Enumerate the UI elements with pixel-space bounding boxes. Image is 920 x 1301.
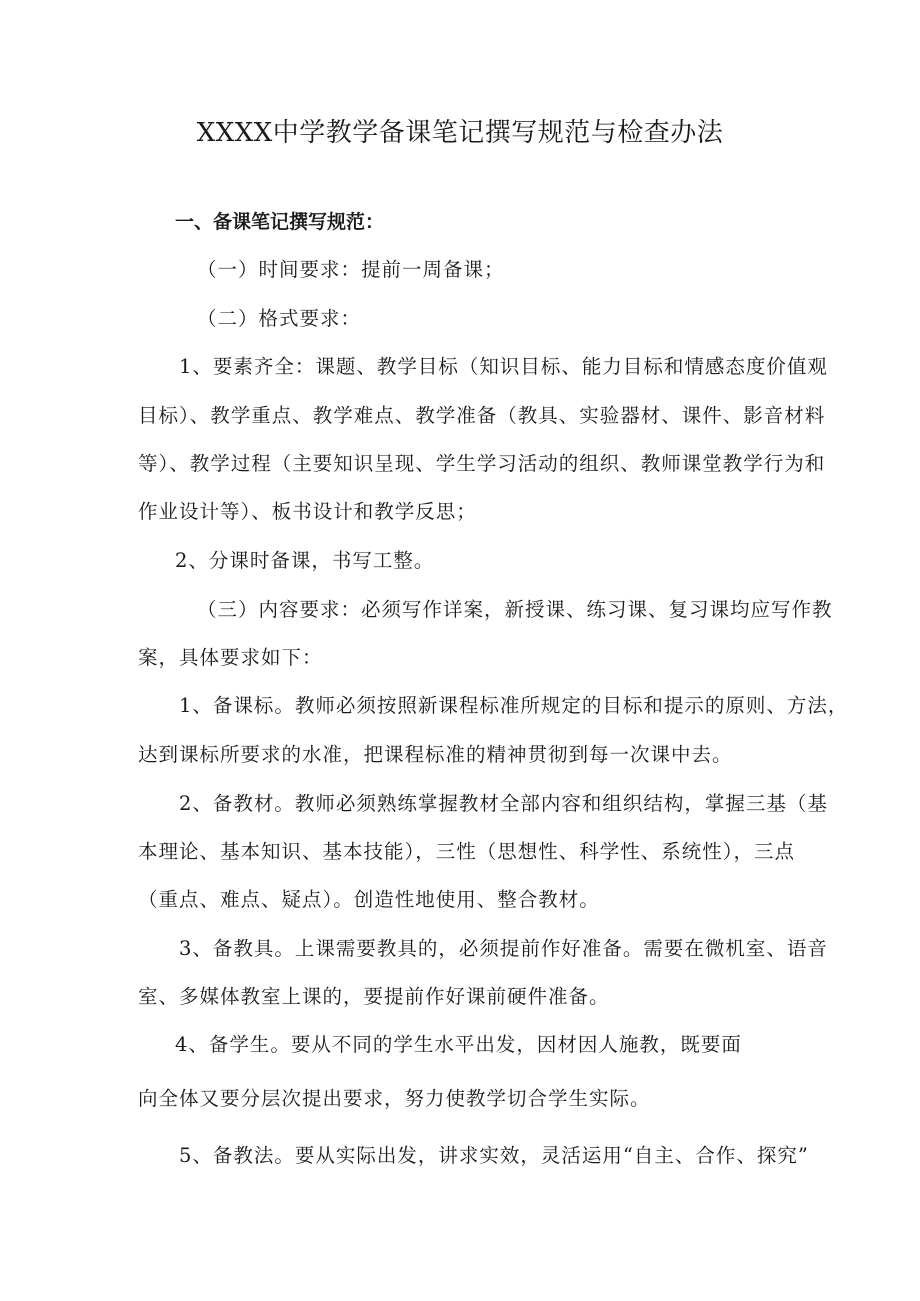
- paragraph-line: 案，具体要求如下：: [138, 646, 323, 669]
- paragraph-line: 达到课标所要求的水准，把课程标准的精神贯彻到每一次课中去。: [138, 743, 733, 766]
- paragraph-line: 2、分课时备课，书写工整。: [175, 549, 435, 572]
- format-requirement: （二）格式要求：: [197, 307, 362, 330]
- paragraph-line: 本理论、基本知识、基本技能），三性（思想性、科学性、系统性），三点: [138, 840, 796, 863]
- paragraph-line: 5、备教法。要从实际出发，讲求实效，灵活运用“自主、合作、探究”: [179, 1144, 809, 1167]
- paragraph-line: 向全体又要分层次提出要求，努力使教学切合学生实际。: [138, 1087, 651, 1110]
- paragraph-line: 作业设计等）、板书设计和教学反思；: [138, 500, 477, 523]
- paragraph-line: （重点、难点、疑点）。创造性地使用、整合教材。: [138, 888, 600, 911]
- content-requirement: （三）内容要求：必须写作详案，新授课、练习课、复习课均应写作教: [197, 598, 833, 621]
- paragraph-line: 目标）、教学重点、教学难点、教学准备（教具、实验器材、课件、影音材料: [138, 404, 826, 427]
- paragraph-line: 室、多媒体教室上课的，要提前作好课前硬件准备。: [138, 985, 610, 1008]
- paragraph-line: 1、要素齐全：课题、教学目标（知识目标、能力目标和情感态度价值观: [179, 355, 828, 378]
- paragraph-line: 等）、教学过程（主要知识呈现、学生学习活动的组织、教师课堂教学行为和: [138, 452, 826, 475]
- paragraph-line: 4、备学生。要从不同的学生水平出发，因材因人施教，既要面: [175, 1033, 742, 1056]
- paragraph-line: 3、备教具。上课需要教具的，必须提前作好准备。需要在微机室、语音: [179, 937, 828, 960]
- time-requirement: （一）时间要求：提前一周备课；: [197, 258, 505, 281]
- paragraph-line: 2、备教材。教师必须熟练掌握教材全部内容和组织结构，掌握三基（基: [179, 792, 828, 815]
- section-heading: 一、备课笔记撰写规范：: [175, 211, 385, 233]
- document-title: XXXX中学教学备课笔记撰写规范与检查办法: [196, 118, 724, 148]
- paragraph-line: 1、备课标。教师必须按照新课程标准所规定的目标和提示的原则、方法，: [179, 694, 849, 717]
